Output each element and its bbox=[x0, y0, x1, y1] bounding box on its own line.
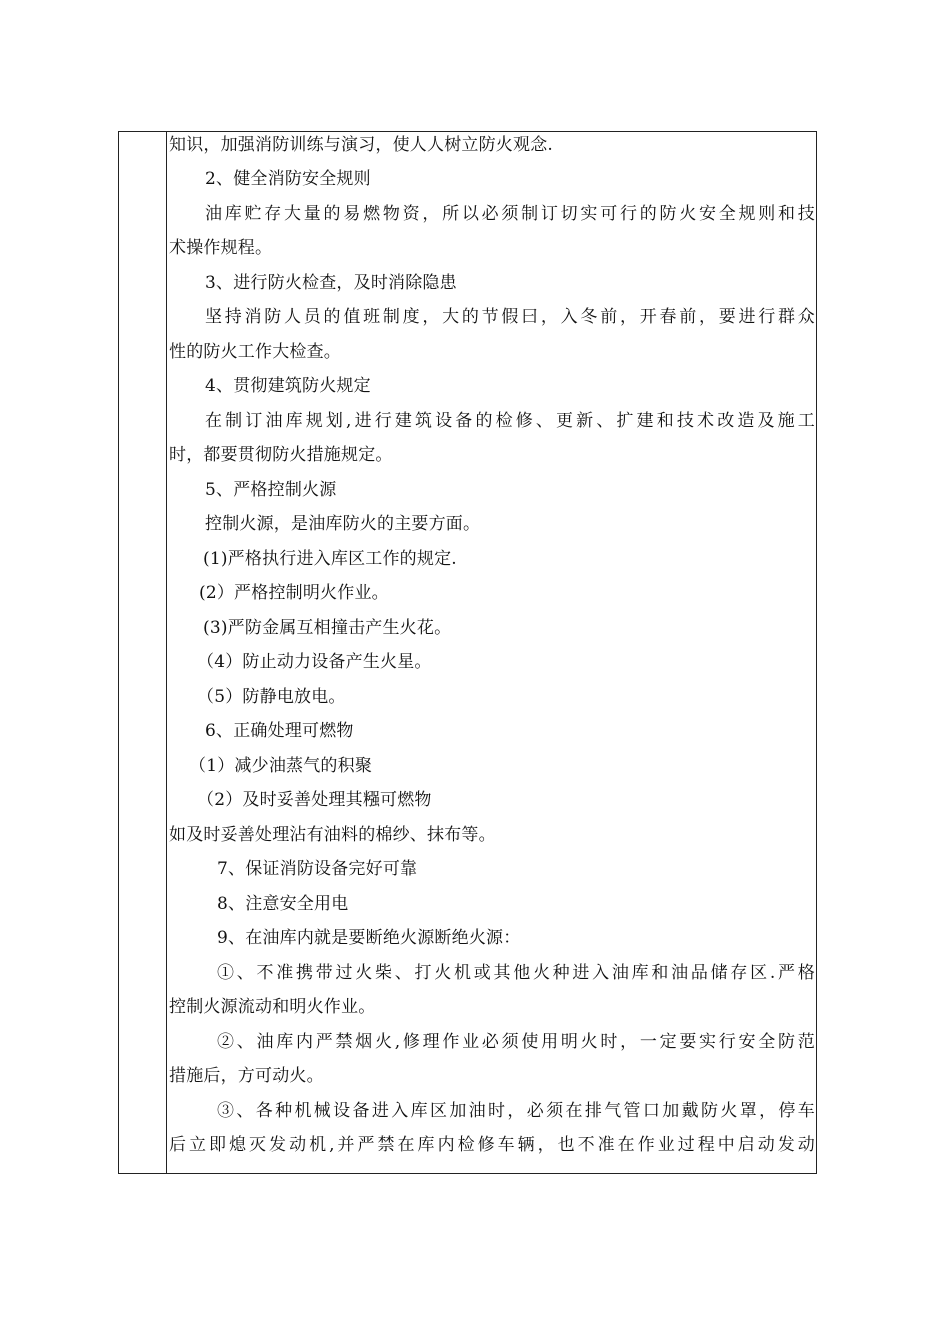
list-item: （5）防静电放电。 bbox=[197, 687, 346, 707]
text-line: 控制火源流动和明火作业。 bbox=[169, 997, 376, 1017]
list-item: （2）及时妥善处理其糨可燃物 bbox=[197, 790, 432, 810]
text-line: 在制订油库规划,进行建筑设备的检修、更新、扩建和技术改造及施工 bbox=[205, 411, 815, 431]
text-line: 时，都要贯彻防火措施规定。 bbox=[169, 445, 393, 465]
list-item: （4）防止动力设备产生火星。 bbox=[197, 652, 432, 672]
text-line: 知识，加强消防训练与演习，使人人树立防火观念. bbox=[169, 135, 554, 155]
text-line: ②、油库内严禁烟火,修理作业必须使用明火时，一定要实行安全防范 bbox=[217, 1032, 815, 1052]
section-heading: 7、保证消防设备完好可靠 bbox=[217, 859, 418, 879]
list-item: (1)严格执行进入库区工作的规定. bbox=[203, 549, 457, 569]
section-heading: 4、贯彻建筑防火规定 bbox=[205, 376, 371, 396]
text-line: ③、各种机械设备进入库区加油时，必须在排气管口加戴防火罩，停车 bbox=[217, 1101, 815, 1121]
text-line: ①、不准携带过火柴、打火机或其他火种进入油库和油品储存区.严格 bbox=[217, 963, 815, 983]
column-divider bbox=[166, 131, 167, 1174]
text-line: 油库贮存大量的易燃物资，所以必须制订切实可行的防火安全规则和技 bbox=[205, 204, 815, 224]
text-line: 措施后，方可动火。 bbox=[169, 1066, 324, 1086]
section-heading: 2、健全消防安全规则 bbox=[205, 169, 371, 189]
section-heading: 5、严格控制火源 bbox=[205, 480, 337, 500]
text-line: 性的防火工作大检查。 bbox=[169, 342, 341, 362]
text-line: 控制火源，是油库防火的主要方面。 bbox=[205, 514, 481, 534]
text-line: 后立即熄灭发动机,并严禁在库内检修车辆，也不准在作业过程中启动发动 bbox=[169, 1135, 815, 1155]
list-item: (2）严格控制明火作业。 bbox=[199, 583, 389, 603]
section-heading: 9、在油库内就是要断绝火源断绝火源： bbox=[217, 928, 521, 948]
section-heading: 8、注意安全用电 bbox=[217, 894, 349, 914]
text-line: 术操作规程。 bbox=[169, 238, 273, 258]
section-heading: 3、进行防火检查，及时消除隐患 bbox=[205, 273, 457, 293]
text-line: 坚持消防人员的值班制度，大的节假曰，入冬前，开春前，要进行群众 bbox=[205, 307, 815, 327]
list-item: (3)严防金属互相撞击产生火花。 bbox=[203, 618, 452, 638]
list-item: （1）减少油蒸气的积聚 bbox=[189, 756, 373, 776]
section-heading: 6、正确处理可燃物 bbox=[205, 721, 354, 741]
text-line: 如及时妥善处理沾有油料的棉纱、抹布等。 bbox=[169, 825, 496, 845]
